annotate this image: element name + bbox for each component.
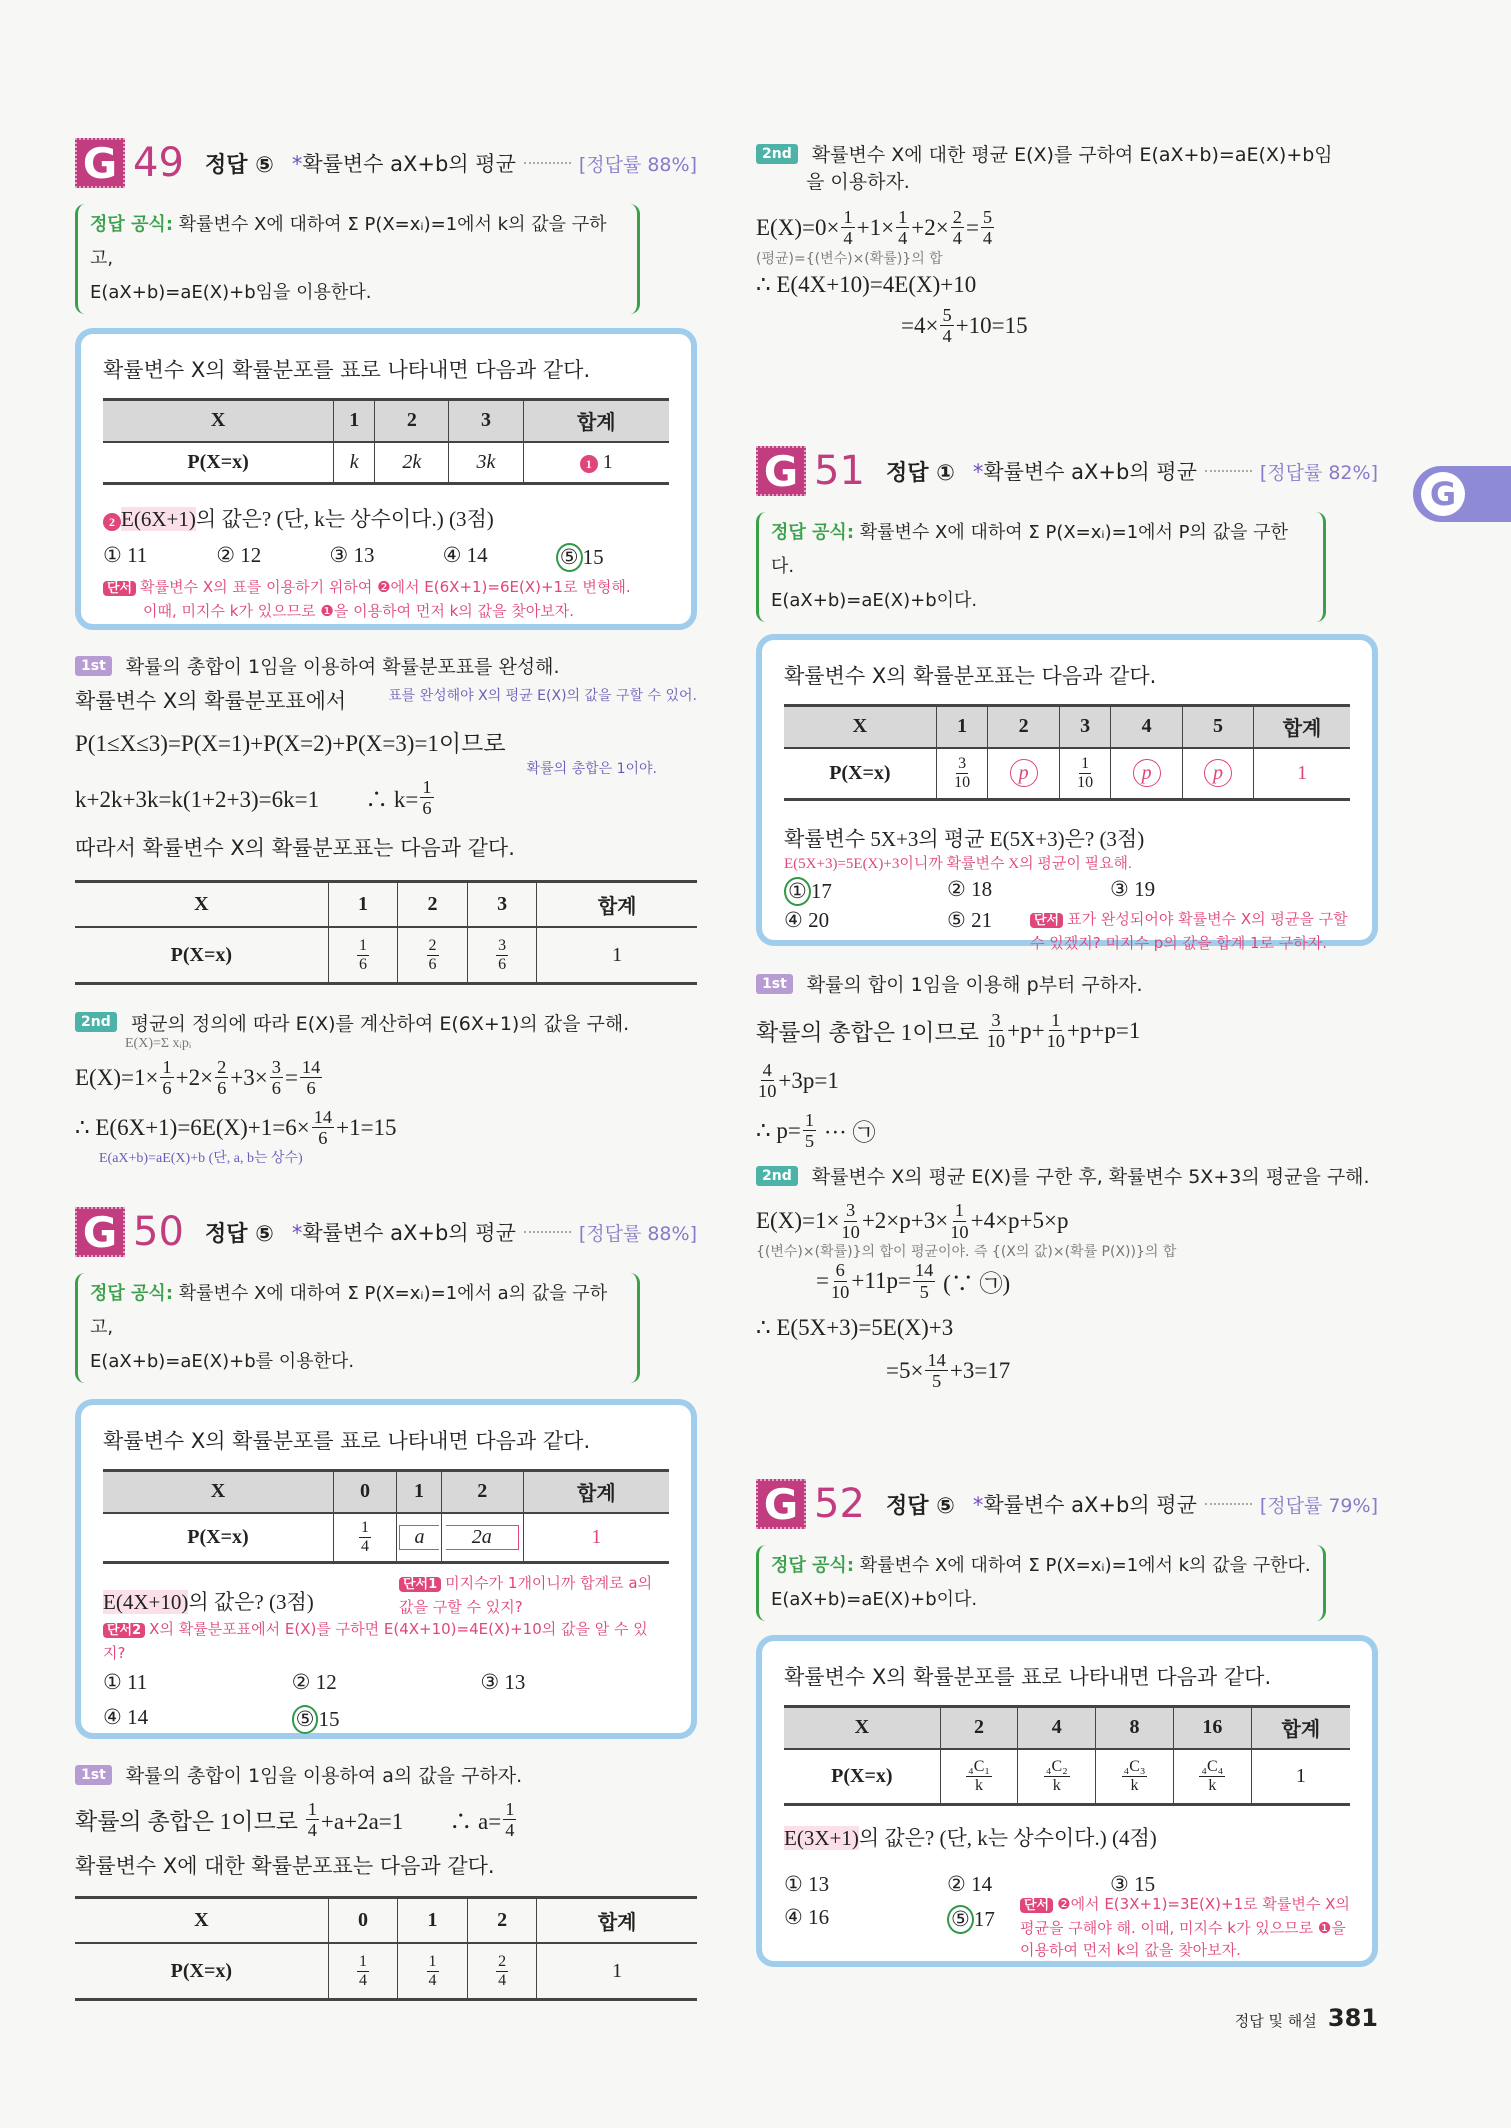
fraction — [841, 1201, 859, 1241]
topic: *확률변수 aX+b의 평균 — [291, 1221, 516, 1245]
problem-box — [756, 634, 1378, 952]
solution-line — [756, 1201, 1378, 1241]
math-text: +p+p=1 — [1066, 1017, 1141, 1043]
hint: 단서 표가 완성되어야 확률변수 X의 평균을 구할 수 있겠지? 미지수 p의 값을 합계 1로 구하자. — [1030, 910, 1348, 952]
answer-choices — [103, 1670, 669, 1734]
denominator: 4 — [498, 1971, 507, 1989]
denominator: 6 — [162, 1078, 172, 1099]
denominator: 4 — [428, 1971, 437, 1989]
math-text: +1× — [856, 214, 895, 240]
solution-line: 확률변수 X에 대한 확률분포표는 다음과 같다. — [75, 1853, 495, 1878]
footer-label: 정답 및 해설 — [1234, 2012, 1317, 2030]
fraction — [896, 208, 909, 248]
problem-intro: 확률변수 X의 확률분포를 표로 나타내면 다음과 같다. — [784, 1665, 1272, 1689]
math-text: +3× — [230, 1064, 268, 1090]
solution-line — [756, 1111, 1378, 1151]
denominator: 6 — [422, 798, 432, 819]
math-text: +3p=1 — [778, 1067, 839, 1093]
numerator: 3 — [846, 1200, 856, 1221]
numerator: 1 — [843, 207, 853, 227]
answer-formula: 정답 공식: 확률변수 X에 대하여 Σ P(X=xᵢ)=1에서 a의 값을 구하고, E(aX+b)=aE(X)+b를 이용한다. — [75, 1273, 640, 1383]
fraction — [841, 208, 854, 248]
correct-mark: ① — [784, 877, 811, 906]
denominator: k — [1052, 1776, 1061, 1794]
correct-mark: ⑤ — [947, 1905, 974, 1934]
step-1: 1st 확률의 총합이 1임을 이용하여 확률분포표를 완성해. — [75, 652, 697, 679]
correct-rate: [정답률 88%] — [578, 153, 697, 176]
denominator: 10 — [841, 1221, 860, 1242]
correct-mark: ⑤ — [292, 1705, 319, 1734]
math-text: ∴ E(6X+1)=6E(X)+1=6× — [75, 1114, 310, 1140]
denominator: 10 — [758, 1081, 777, 1102]
math-text: = — [284, 1064, 298, 1090]
question: 2 E(6X+1)의 값은? (단, k는 상수이다.) (3점) — [103, 503, 669, 533]
denominator: 4 — [942, 326, 952, 347]
numerator: 1 — [428, 1952, 437, 1970]
denominator: 4 — [952, 228, 962, 249]
hint: 단서 확률변수 X의 표를 이용하기 위하여 ❷에서 E(6X+1)=6E(X)+1로 변형해. 이때, 미지수 k가 있으므로 ❶을 이용하여 먼저 k의 값을 찾아보자. — [103, 576, 669, 622]
divider — [524, 1231, 571, 1233]
answer-choices — [784, 1872, 1350, 1961]
fraction — [966, 1759, 992, 1794]
numerator: 3 — [271, 1056, 281, 1077]
side-note: E(X)=Σ xᵢpᵢ — [125, 1035, 192, 1051]
fraction — [913, 1261, 935, 1301]
side-note: E(aX+b)=aE(X)+b (단, a, b는 상수) — [99, 1151, 303, 1167]
problem-header — [75, 136, 697, 190]
fraction — [270, 1058, 283, 1098]
side-note: {(변수)×(확률)}의 합이 평균이야. 즉 {(X의 값)×(확률 P(X))}의 합 — [756, 1244, 1177, 1261]
correct-mark: ⑤ — [556, 543, 583, 572]
numerator: ₄C₃ — [1123, 1757, 1146, 1775]
numerator: 5 — [982, 207, 993, 227]
answer-label: 정답 ⑤ — [205, 1221, 274, 1247]
fraction — [357, 938, 369, 973]
math-text: +3=17 — [949, 1357, 1011, 1383]
choice-5[interactable]: ⑤ 21 — [947, 908, 993, 932]
correct-rate: [정답률 88%] — [578, 1222, 697, 1245]
choice-2[interactable]: ② 12 — [216, 543, 262, 567]
math-text: +p+ — [1007, 1017, 1045, 1043]
fraction — [940, 306, 953, 346]
hint: 단서2 X의 확률분포표에서 E(X)를 구하면 E(4X+10)=4E(X)+10의 값을 알 수 있지? — [103, 1620, 648, 1662]
math-text: E(X)=0× — [756, 214, 840, 240]
problem-50 — [75, 1205, 697, 2001]
topic: *확률변수 aX+b의 평균 — [972, 460, 1197, 484]
fraction — [312, 1108, 334, 1148]
denominator: 10 — [954, 773, 971, 791]
denominator: 4 — [898, 228, 908, 249]
math-text: +11p= — [851, 1268, 911, 1294]
numerator: 2 — [428, 936, 437, 954]
numerator: 3 — [991, 1010, 1001, 1030]
fraction — [1077, 756, 1093, 791]
divider — [1205, 470, 1252, 472]
numerator: 1 — [898, 207, 908, 227]
solution-line: P(1≤X≤3)=P(X=1)+P(X=2)+P(X=3)=1이므로 — [75, 731, 506, 756]
distribution-table: X 1 2 3 합계 P(X=x) k 2k 3k 1 1 — [103, 398, 669, 485]
step-2: 2nd 확률변수 X의 평균 E(X)를 구한 후, 확률변수 5X+3의 평균을 구해. — [756, 1162, 1378, 1189]
fraction — [215, 1058, 228, 1098]
numerator: 1 — [1051, 1010, 1061, 1030]
numerator: 1 — [162, 1056, 172, 1077]
math-text: +4×p+5×p — [970, 1208, 1069, 1234]
math-text: 확률의 총합은 1이므로 — [75, 1809, 304, 1835]
numerator: 14 — [313, 1106, 333, 1127]
fraction — [925, 1351, 947, 1391]
problem-49 — [75, 136, 697, 1167]
answer-formula: 정답 공식: 확률변수 X에 대하여 Σ P(X=xᵢ)=1에서 k의 값을 구하고, E(aX+b)=aE(X)+b임을 이용한다. — [75, 204, 640, 314]
fraction — [427, 938, 439, 973]
solution-line — [756, 306, 1378, 346]
solution-table: X 1 2 3 합계 P(X=x) $\frac{1}{6}$ $\frac{2}{6}$ $\frac{3}{6}$ 1 — [75, 880, 697, 985]
choice-1[interactable]: ① 13 — [784, 1872, 830, 1896]
numerator: 5 — [942, 304, 952, 325]
divider — [1205, 1503, 1252, 1505]
hint: 단서 ❷에서 E(3X+1)=3E(X)+1로 확률변수 X의 평균을 구해야 해. 이때, 미지수 k가 있으므로 ❶을 이용하여 먼저 k의 값을 찾아보자. — [1020, 1895, 1350, 1959]
math-text: +2× — [911, 214, 949, 240]
fraction — [357, 1954, 369, 1989]
problem-number: 52 — [814, 1481, 865, 1527]
math-text: +10=15 — [955, 312, 1028, 338]
choice-3[interactable]: ③ 15 — [1110, 1872, 1156, 1896]
numerator: 14 — [914, 1260, 934, 1281]
math-text: =5× — [886, 1357, 924, 1383]
choice-2[interactable]: ② 18 — [947, 877, 993, 901]
solution-line — [75, 778, 697, 818]
denominator: 5 — [932, 1371, 942, 1392]
fraction — [951, 208, 964, 248]
math-text: E(X)=1× — [756, 1208, 840, 1234]
denominator: 4 — [843, 228, 853, 249]
choice-3[interactable]: ③ 19 — [1110, 877, 1156, 901]
choice-5[interactable]: ⑤ 17 — [947, 1905, 1110, 1961]
unit-badge: G — [756, 446, 806, 496]
fraction — [306, 1800, 319, 1840]
problem-51 — [756, 444, 1378, 1391]
problem-intro: 확률변수 X의 확률분포를 표로 나타내면 다음과 같다. — [103, 358, 591, 382]
question: E(3X+1)의 값은? (단, k는 상수이다.) (4점) — [784, 1826, 1157, 1850]
unit-badge: G — [75, 1207, 125, 1257]
numerator: 1 — [954, 1200, 964, 1221]
choice-2[interactable]: ② 12 — [291, 1670, 337, 1694]
choice-2[interactable]: ② 14 — [947, 1872, 993, 1896]
choice-5[interactable]: ⑤ 15 — [556, 543, 669, 572]
math-text: =4× — [901, 312, 939, 338]
denominator: 5 — [804, 1131, 815, 1152]
side-note: (평균)={(변수)×(확률)}의 합 — [756, 250, 943, 267]
question-note: E(5X+3)=5E(X)+3이니까 확률변수 X의 평균이 필요해. — [784, 856, 1132, 872]
fraction — [1044, 1759, 1070, 1794]
denominator: 4 — [982, 228, 993, 249]
math-text: ∴ E(5X+3)=5E(X)+3 — [756, 1315, 954, 1341]
numerator: 2 — [952, 207, 962, 227]
fraction — [987, 1011, 1005, 1051]
choice-1[interactable]: ① 11 — [103, 543, 148, 567]
problem-intro: 확률변수 X의 확률분포를 표로 나타내면 다음과 같다. — [103, 1429, 591, 1453]
numerator: 1 — [307, 1799, 317, 1819]
unit-badge: G — [756, 1479, 806, 1529]
fraction — [1122, 1759, 1148, 1794]
solution-line — [756, 1315, 1378, 1341]
numerator: 1 — [422, 777, 432, 797]
problem-number: 49 — [133, 140, 184, 186]
fraction — [1199, 1759, 1225, 1794]
answer-label: 정답 ⑤ — [205, 152, 274, 178]
page-number: 381 — [1327, 2004, 1378, 2032]
problem-intro: 확률변수 X의 확률분포표는 다음과 같다. — [784, 664, 1157, 688]
math-text: ∴ E(4X+10)=4E(X)+10 — [756, 271, 977, 297]
numerator: 4 — [762, 1059, 772, 1080]
correct-rate: [정답률 82%] — [1259, 461, 1378, 484]
fraction — [803, 1111, 816, 1151]
fraction — [496, 1954, 508, 1989]
denominator: 10 — [1077, 773, 1094, 791]
problem-number: 51 — [814, 448, 865, 494]
page-footer — [1200, 2004, 1378, 2032]
numerator: 3 — [958, 754, 967, 772]
fraction — [758, 1061, 776, 1101]
numerator: 1 — [361, 1518, 370, 1536]
hint: 단서1 미지수가 1개이니까 합계로 a의 값을 구할 수 있지? — [399, 1574, 653, 1616]
fraction — [1047, 1011, 1065, 1051]
denominator: k — [1208, 1776, 1217, 1794]
numerator: ₄C₄ — [1201, 1757, 1224, 1775]
solution-line — [75, 1058, 697, 1098]
problem-header — [75, 1205, 697, 1259]
numerator: 1 — [804, 1109, 815, 1130]
numerator: 1 — [1081, 754, 1090, 772]
divider — [524, 162, 571, 164]
denominator: 4 — [307, 1820, 317, 1841]
math-text: (∵ ㉠) — [937, 1270, 1011, 1296]
step-1: 1st 확률의 합이 1임을 이용해 p부터 구하자. — [756, 970, 1378, 997]
denominator: 4 — [505, 1820, 515, 1841]
fraction — [503, 1800, 516, 1840]
denominator: 10 — [950, 1221, 969, 1242]
distribution-table: X 1 2 3 4 5 합계 P(X=x) $\frac{3}{10}$ p $\frac{1}{10}$ p p 1 — [784, 704, 1350, 801]
denominator: 6 — [428, 955, 437, 973]
denominator: 6 — [358, 955, 367, 973]
problem-box — [75, 328, 697, 630]
denominator: 10 — [986, 1031, 1006, 1052]
answer-label: 정답 ⑤ — [886, 1493, 955, 1519]
denominator: 5 — [919, 1281, 929, 1302]
fraction — [981, 208, 994, 248]
solution-line — [75, 1108, 697, 1148]
chapter-tab — [1413, 466, 1511, 522]
fraction — [831, 1261, 849, 1301]
distribution-table: X 2 4 8 16 합계 P(X=x) $\frac{\text{₄C₁}}{k}$ $\frac{\text{₄C₂}}{k}$ $\frac{\text{₄C₃}}{k}$ $\frac{\text{₄C₄}}{k}$ 1 — [784, 1705, 1350, 1806]
fraction — [427, 1954, 439, 1989]
numerator: 2 — [217, 1056, 227, 1077]
problem-box — [75, 1399, 697, 1739]
math-text: E(X)=1× — [75, 1064, 159, 1090]
math-text: = — [816, 1268, 829, 1294]
numerator: 6 — [835, 1260, 845, 1281]
answer-label: 정답 ① — [886, 460, 955, 486]
choice-4[interactable]: ④ 16 — [784, 1905, 830, 1929]
solution-table: X 0 1 2 합계 P(X=x) $\frac{1}{4}$ $\frac{1}{4}$ $\frac{2}{4}$ 1 — [75, 1896, 697, 2001]
problem-number: 50 — [133, 1209, 184, 1255]
step-1: 1st 확률의 총합이 1임을 이용하여 a의 값을 구하자. — [75, 1761, 697, 1788]
unit-badge: G — [75, 138, 125, 188]
numerator: 14 — [927, 1350, 946, 1371]
fraction — [954, 756, 970, 791]
problem-50-step-2 — [756, 140, 1378, 346]
step-2: 2nd 확률변수 X에 대한 평균 E(X)를 구하여 E(aX+b)=aE(X)+b임 — [756, 140, 1378, 167]
numerator: 1 — [505, 1799, 515, 1819]
denominator: 10 — [1046, 1031, 1065, 1052]
fraction — [359, 1520, 371, 1555]
solution-line — [756, 1061, 1378, 1101]
denominator: 6 — [306, 1078, 316, 1099]
numerator: ₄C₂ — [1045, 1757, 1068, 1775]
fraction — [160, 1058, 173, 1098]
solution-line — [756, 272, 1378, 298]
answer-formula: 정답 공식: 확률변수 X에 대하여 Σ P(X=xᵢ)=1에서 P의 값을 구한다. E(aX+b)=aE(X)+b이다. — [756, 512, 1326, 622]
step-2-cont: 을 이용하자. — [806, 171, 910, 193]
problem-header — [756, 444, 1378, 498]
choice-3[interactable]: ③ 13 — [329, 543, 375, 567]
math-text: = — [965, 214, 979, 240]
numerator: 1 — [358, 1952, 367, 1970]
numerator: 2 — [498, 1952, 507, 1970]
solution-line — [75, 1800, 697, 1840]
answer-choices — [784, 877, 1350, 954]
math-text: 확률의 총합은 1이므로 — [756, 1020, 985, 1046]
math-text: +1=15 — [336, 1114, 397, 1140]
math-text: ··· ㉠ — [818, 1120, 876, 1146]
denominator: 6 — [498, 955, 507, 973]
question: 확률변수 5X+3의 평균 E(5X+3)은? (3점) — [784, 827, 1145, 851]
step-2: 2nd 평균의 정의에 따라 E(X)를 계산하여 E(6X+1)의 값을 구해. — [75, 1009, 697, 1036]
numerator: 3 — [498, 936, 507, 954]
choice-1[interactable]: ① 11 — [103, 1670, 148, 1694]
numerator: 14 — [301, 1056, 321, 1077]
choice-4[interactable]: ④ 20 — [784, 908, 830, 932]
denominator: 10 — [830, 1281, 850, 1302]
solution-line — [756, 1261, 1378, 1301]
denominator: 4 — [358, 1971, 367, 1989]
topic: *확률변수 aX+b의 평균 — [972, 1493, 1197, 1517]
choice-4[interactable]: ④ 14 — [103, 1705, 149, 1729]
denominator: 6 — [318, 1128, 328, 1149]
question: E(4X+10)의 값은? (3점) — [103, 1590, 314, 1614]
solution-line — [756, 1351, 1378, 1391]
numerator: ₄C₁ — [968, 1757, 990, 1775]
problem-header — [756, 1477, 1378, 1531]
side-note: 확률의 총합은 1이야. — [526, 761, 657, 777]
answer-formula: 정답 공식: 확률변수 X에 대하여 Σ P(X=xᵢ)=1에서 k의 값을 구한다. E(aX+b)=aE(X)+b이다. — [756, 1545, 1326, 1621]
denominator: k — [975, 1776, 984, 1794]
math-text: +a+2a=1 ∴ a= — [320, 1809, 502, 1835]
fraction — [496, 938, 508, 973]
choice-5[interactable]: ⑤ 15 — [292, 1705, 481, 1734]
numerator: 1 — [358, 936, 367, 954]
math-text: +2× — [175, 1064, 214, 1090]
math-text: k+2k+3k=k(1+2+3)=6k=1 ∴ k= — [75, 787, 419, 813]
solution-line — [756, 208, 1378, 248]
solution-line: 따라서 확률변수 X의 확률분포표는 다음과 같다. — [75, 835, 515, 860]
chapter-tab-label: G — [1421, 472, 1465, 516]
denominator: 6 — [217, 1078, 227, 1099]
side-note: 표를 완성해야 X의 평균 E(X)의 값을 구할 수 있어. — [388, 688, 697, 704]
solution-line — [756, 1011, 1378, 1051]
correct-rate: [정답률 79%] — [1259, 1494, 1378, 1517]
choice-3[interactable]: ③ 13 — [480, 1670, 526, 1694]
marker-1: 1 — [580, 455, 598, 473]
topic: *확률변수 aX+b의 평균 — [291, 152, 516, 176]
math-text: ∴ p= — [756, 1117, 801, 1143]
denominator: 4 — [361, 1537, 370, 1555]
fraction — [950, 1201, 968, 1241]
fraction — [420, 778, 433, 818]
solution-line: 확률변수 X의 확률분포표에서 — [75, 689, 347, 713]
math-text: +2×p+3× — [861, 1208, 949, 1234]
answer-choices — [103, 543, 669, 572]
choice-1[interactable]: ① 17 — [784, 877, 947, 906]
choice-4[interactable]: ④ 14 — [442, 543, 488, 567]
denominator: 6 — [271, 1078, 281, 1099]
problem-box — [756, 1635, 1378, 1967]
fraction — [300, 1058, 322, 1098]
problem-52 — [756, 1477, 1378, 1967]
denominator: k — [1130, 1776, 1139, 1794]
distribution-table: X 0 1 2 합계 P(X=x) $\frac{1}{4}$ a 2a 1 — [103, 1469, 669, 1564]
